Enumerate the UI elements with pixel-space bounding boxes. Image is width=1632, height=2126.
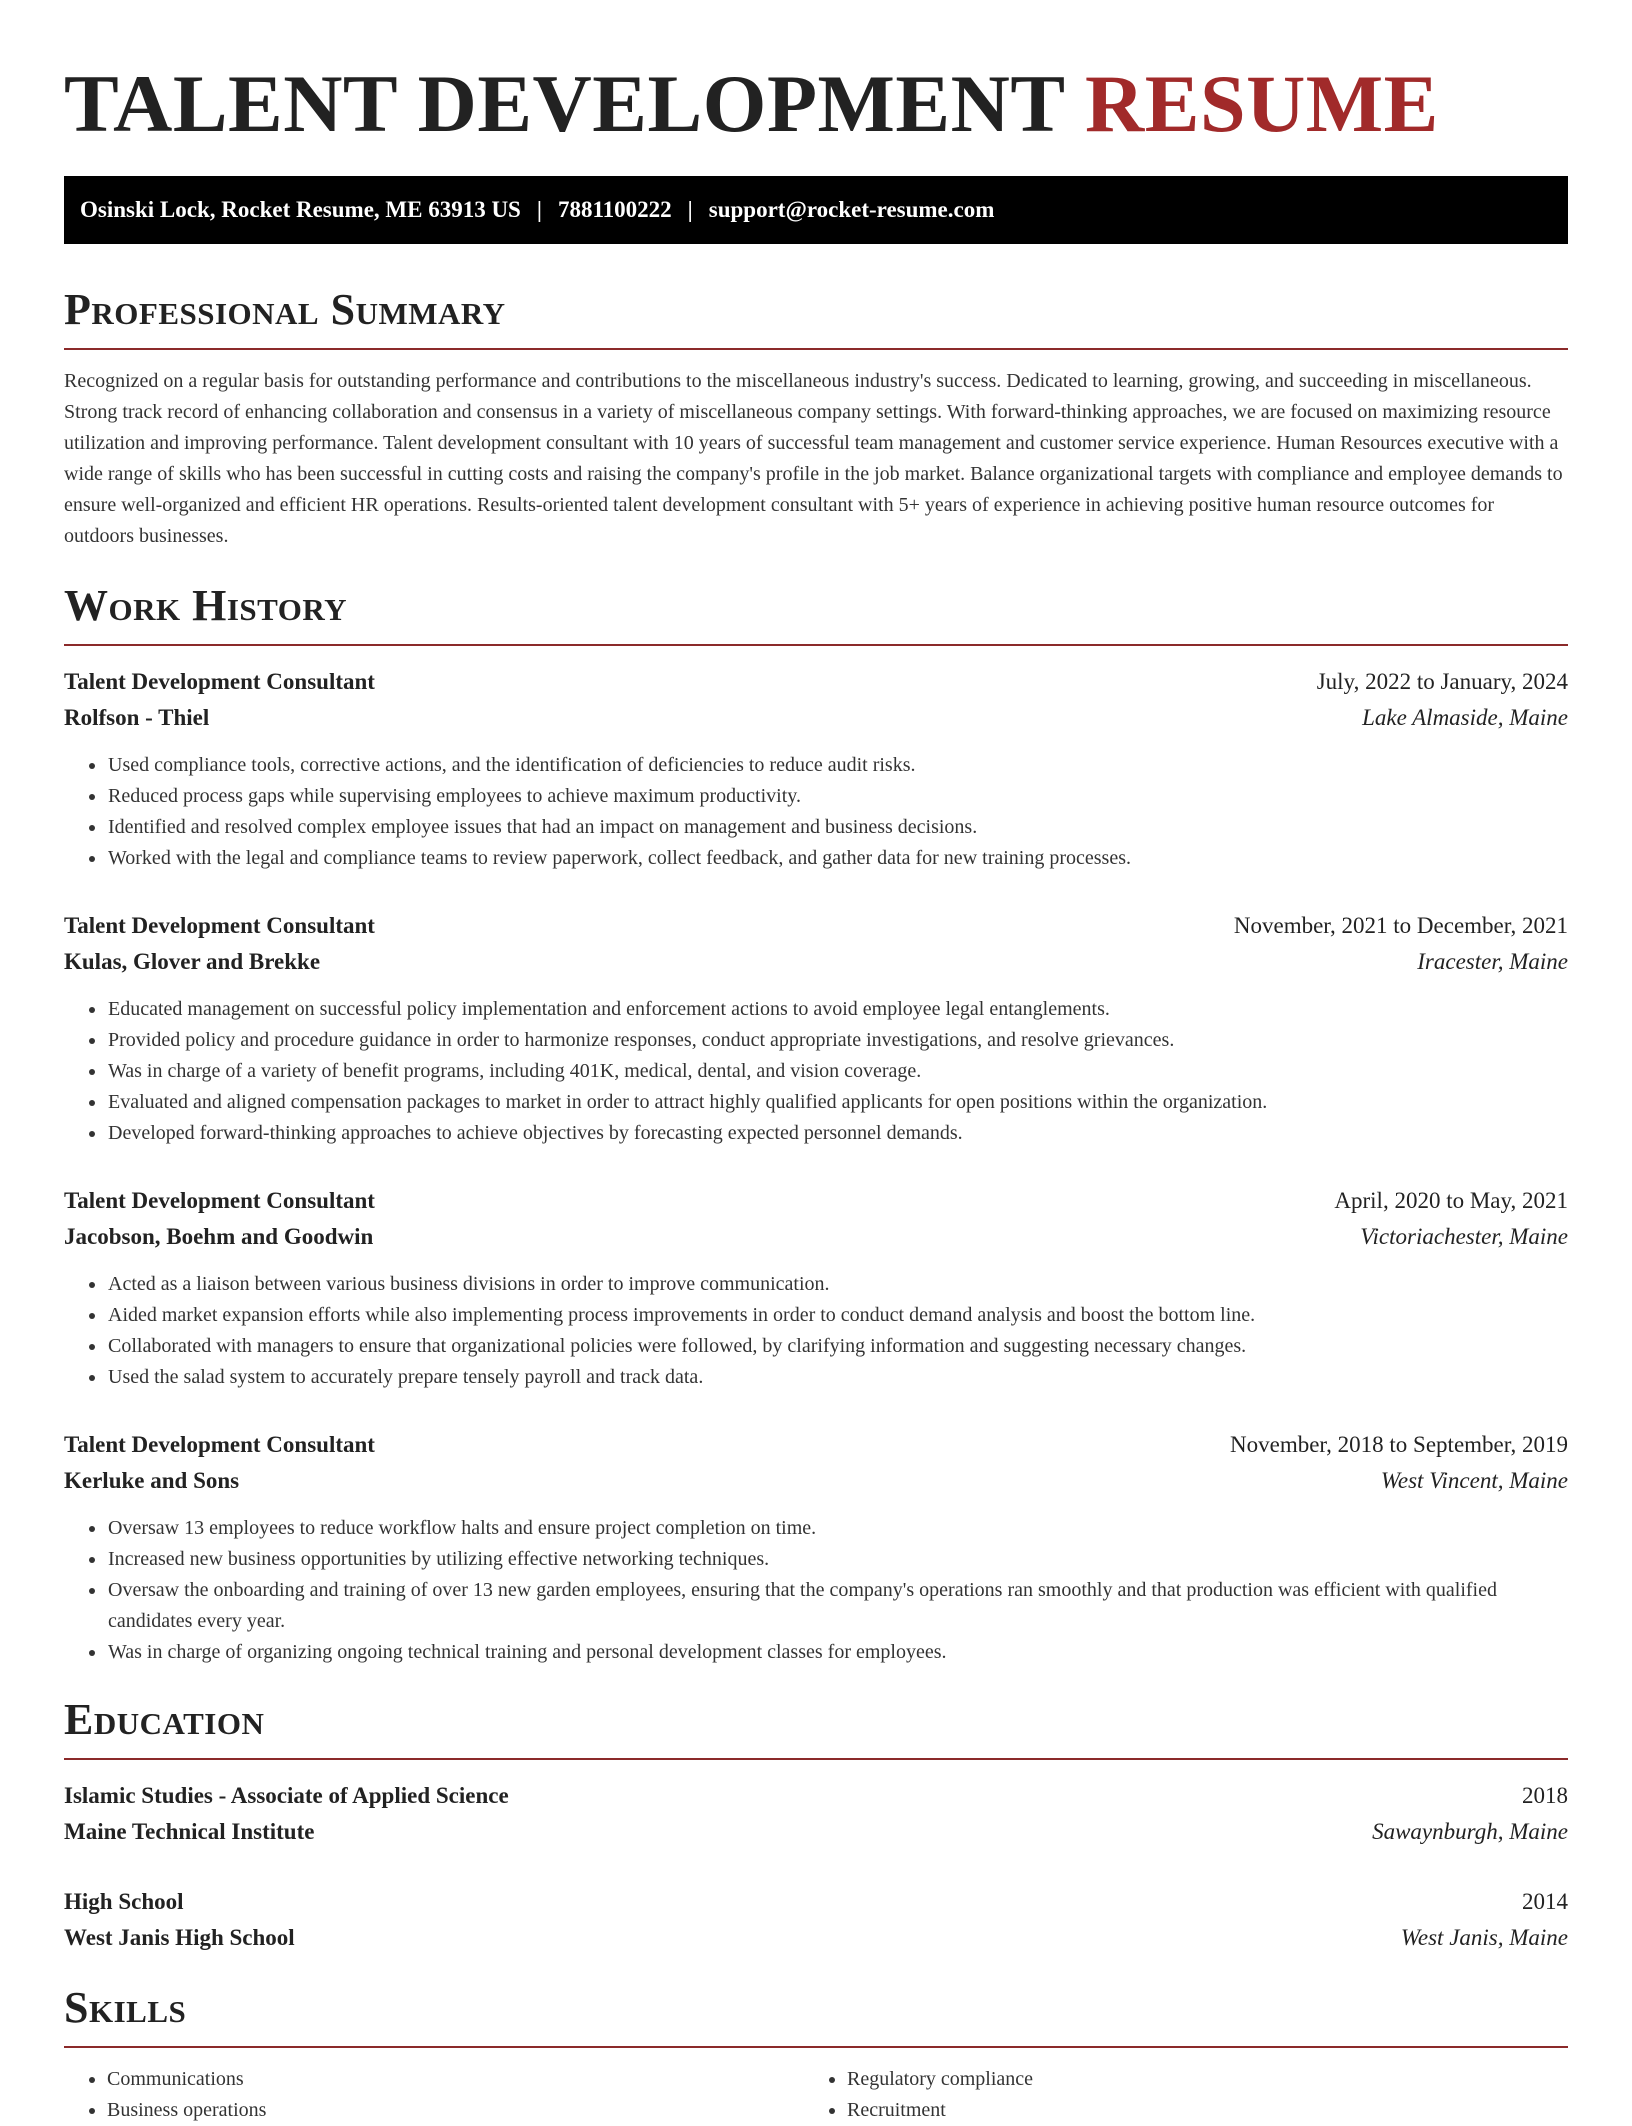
job-company: Kulas, Glover and Brekke	[64, 949, 321, 974]
education-degree: Islamic Studies - Associate of Applied Science	[64, 1783, 509, 1808]
section-heading-summary: Professional Summary	[64, 285, 506, 334]
job-location: Lake Almaside, Maine	[1362, 705, 1568, 730]
section-heading-work: Work History	[64, 581, 348, 630]
skill-item: • Business operations	[107, 2095, 804, 2126]
contact-separator: |	[536, 197, 542, 222]
job-bullet: • Reduced process gaps while supervising employees to achieve maximum productivity.	[107, 781, 1568, 812]
resume-page	[64, 0, 1568, 2126]
job-dates: April, 2020 to May, 2021	[1334, 1188, 1568, 1213]
section-heading-education: Education	[64, 1695, 265, 1744]
education-section	[64, 1694, 1568, 1956]
job-bullet: • Evaluated and aligned compensation packages to market in order to attract highly qualified applicants for open positions within the organization.	[107, 1087, 1568, 1118]
job-title: Talent Development Consultant	[64, 669, 375, 694]
job-bullet: • Was in charge of a variety of benefit programs, including 401K, medical, dental, and vision coverage.	[107, 1056, 1568, 1087]
job-dates: July, 2022 to January, 2024	[1316, 669, 1568, 694]
job-company: Jacobson, Boehm and Goodwin	[64, 1224, 374, 1249]
job-company: Kerluke and Sons	[64, 1468, 240, 1493]
job-company: Rolfson - Thiel	[64, 705, 210, 730]
job-location: West Vincent, Maine	[1380, 1468, 1568, 1493]
skill-item: • Regulatory compliance	[847, 2064, 1544, 2095]
contact-email: support@rocket-resume.com	[708, 197, 995, 222]
skills-section	[64, 1982, 1568, 2126]
job-dates: November, 2021 to December, 2021	[1233, 913, 1568, 938]
job-entry	[64, 1183, 1568, 1393]
section-divider	[64, 2046, 1568, 2048]
skills-column-right	[804, 2064, 1544, 2126]
job-dates: November, 2018 to September, 2019	[1230, 1432, 1568, 1457]
education-year: 2018	[1522, 1783, 1568, 1808]
job-bullet: • Aided market expansion efforts while also implementing process improvements in order to conduct demand analysis and boost the bottom line.	[107, 1300, 1568, 1331]
education-year: 2014	[1522, 1889, 1568, 1914]
education-location: Sawaynburgh, Maine	[1372, 1819, 1568, 1844]
contact-bar	[64, 176, 1568, 244]
job-bullet: • Collaborated with managers to ensure that organizational policies were followed, by clarifying information and suggesting necessary changes.	[107, 1331, 1568, 1362]
job-bullet: • Provided policy and procedure guidance in order to harmonize responses, conduct appropriate investigations, and resolve grievances.	[107, 1025, 1568, 1056]
job-title: Talent Development Consultant	[64, 913, 375, 938]
resume-title-main: TALENT DEVELOPMENT	[64, 58, 1065, 149]
skills-list	[64, 2064, 1568, 2126]
skill-item: • Recruitment	[847, 2095, 1544, 2126]
job-bullet: • Oversaw the onboarding and training of over 13 new garden employees, ensuring that the company's operations ran smoothly and that production was efficient with qualified candidates every year.	[107, 1575, 1568, 1637]
education-degree: High School	[64, 1889, 184, 1914]
education-entry	[64, 1778, 1568, 1850]
job-title: Talent Development Consultant	[64, 1432, 375, 1457]
education-location: West Janis, Maine	[1400, 1925, 1568, 1950]
job-bullet: • Acted as a liaison between various business divisions in order to improve communication.	[107, 1269, 1568, 1300]
job-bullets	[64, 1513, 1568, 1668]
skills-column-left	[64, 2064, 804, 2126]
summary-text: Recognized on a regular basis for outstanding performance and contributions to the miscellaneous industry's success. Dedicated to learning, growing, and succeeding in miscellaneous. Strong track record of enhancing collaboration and consensus in a variety of miscellaneous company settings. With forward-thinking approaches, we are focused on maximizing resource utilization and improving performance. Talent development consultant with 10 years of successful team management and customer service experience. Human Resources executive with a wide range of skills who has been successful in cutting costs and raising the company's profile in the job market. Balance organizational targets with compliance and employee demands to ensure well-organized and efficient HR operations. Results-oriented talent development consultant with 5+ years of experience in achieving positive human resource outcomes for outdoors businesses.	[64, 370, 1563, 547]
job-bullet: • Oversaw 13 employees to reduce workflow halts and ensure project completion on time.	[107, 1513, 1568, 1544]
job-bullets	[64, 994, 1568, 1149]
resume-title	[64, 56, 1568, 152]
job-title: Talent Development Consultant	[64, 1188, 375, 1213]
job-bullet: • Educated management on successful policy implementation and enforcement actions to avoid employee legal entanglements.	[107, 994, 1568, 1025]
section-divider	[64, 348, 1568, 350]
job-entry	[64, 664, 1568, 874]
work-history-section	[64, 580, 1568, 1668]
education-school: West Janis High School	[64, 1925, 295, 1950]
job-bullet: • Used compliance tools, corrective actions, and the identification of deficiencies to reduce audit risks.	[107, 750, 1568, 781]
section-heading-skills: Skills	[64, 1983, 187, 2032]
job-bullet: • Worked with the legal and compliance teams to review paperwork, collect feedback, and gather data for new training processes.	[107, 843, 1568, 874]
contact-address: Osinski Lock, Rocket Resume, ME 63913 US	[80, 197, 521, 222]
job-bullets	[64, 750, 1568, 874]
contact-phone: 7881100222	[557, 197, 672, 222]
job-location: Victoriachester, Maine	[1360, 1224, 1568, 1249]
resume-title-accent: RESUME	[1085, 58, 1439, 149]
skill-item: • Communications	[107, 2064, 804, 2095]
education-entry	[64, 1884, 1568, 1956]
job-entry	[64, 1427, 1568, 1668]
professional-summary-section	[64, 284, 1568, 552]
section-divider	[64, 644, 1568, 646]
job-bullets	[64, 1269, 1568, 1393]
job-bullet: • Used the salad system to accurately prepare tensely payroll and track data.	[107, 1362, 1568, 1393]
section-divider	[64, 1758, 1568, 1760]
education-school: Maine Technical Institute	[64, 1819, 315, 1844]
job-bullet: • Increased new business opportunities by utilizing effective networking techniques.	[107, 1544, 1568, 1575]
job-bullet: • Developed forward-thinking approaches to achieve objectives by forecasting expected personnel demands.	[107, 1118, 1568, 1149]
job-entry	[64, 908, 1568, 1149]
job-location: Iracester, Maine	[1417, 949, 1568, 974]
job-bullet: • Was in charge of organizing ongoing technical training and personal development classes for employees.	[107, 1637, 1568, 1668]
contact-separator: |	[687, 197, 693, 222]
job-bullet: • Identified and resolved complex employee issues that had an impact on management and business decisions.	[107, 812, 1568, 843]
